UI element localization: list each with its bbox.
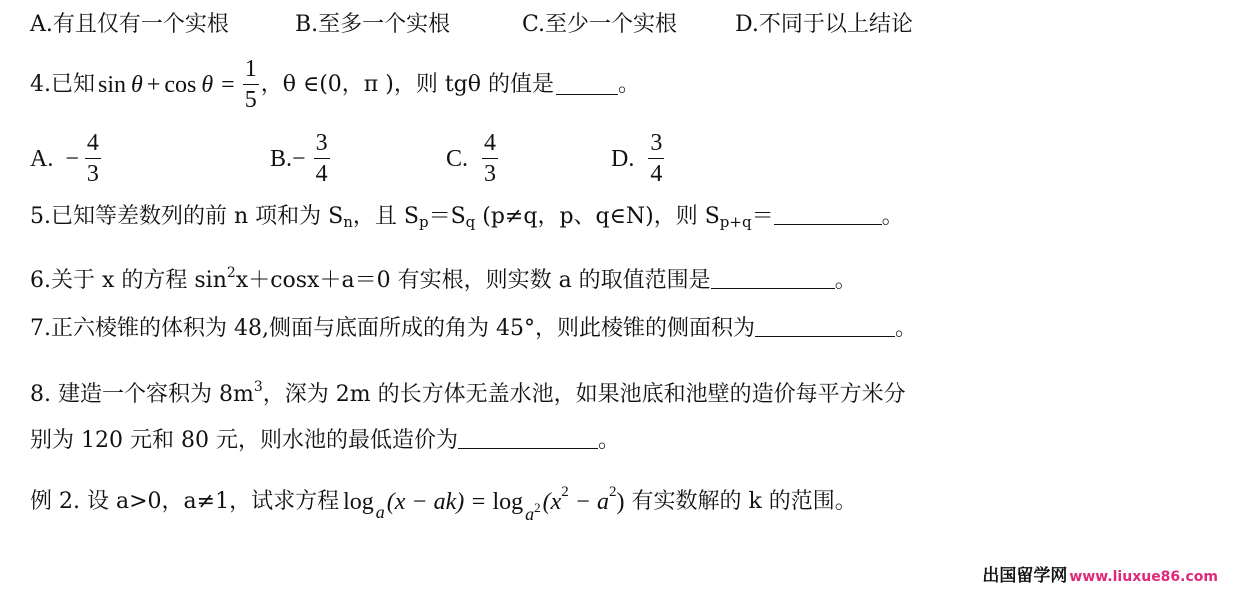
q4-prefix: 4.已知 xyxy=(30,72,95,97)
q7-text: 7.正六棱锥的体积为 48,侧面与底面所成的角为 45°，则此棱锥的侧面积为 xyxy=(30,316,755,341)
q5-sub-p: p xyxy=(418,213,429,231)
example-2 xyxy=(30,482,857,522)
q4-answer-blank xyxy=(556,76,618,95)
q4-option-a-num: 4 xyxy=(85,131,101,159)
ex2-arg-2-close: ) xyxy=(616,489,625,515)
ex2-arg-2-sup-2: 2 xyxy=(608,483,617,500)
watermark-url: www.liuxue86.com xyxy=(1069,569,1218,585)
q5-end: 。 xyxy=(881,204,904,229)
q4-option-b-num: 3 xyxy=(314,131,330,159)
ex2-log-2: log xyxy=(492,489,524,515)
question-4-options xyxy=(30,126,730,192)
watermark xyxy=(982,561,1218,586)
q8-text-a: 8. 建造一个容积为 8m xyxy=(30,382,254,407)
ex2-log-1: log xyxy=(343,489,374,515)
q4-theta-2: θ xyxy=(201,72,214,98)
q4-end: 。 xyxy=(618,72,641,97)
ex2-arg-2-mid: − a xyxy=(568,489,609,515)
q5-sub-q: q xyxy=(465,213,476,231)
watermark-cn: 出国留学网 xyxy=(982,566,1068,586)
q8-line-2-text: 别为 120 元和 80 元，则水池的最低造价为 xyxy=(30,428,458,453)
q4-option-a-den: 3 xyxy=(86,161,99,187)
q4-option-c xyxy=(446,126,498,192)
option-b: B.至多一个实根 xyxy=(295,12,451,37)
q4-plus: + xyxy=(146,72,161,98)
q6-text-b: x＋cosx＋a＝0 有实根，则实数 a 的取值范围是 xyxy=(235,268,711,293)
q6-answer-blank xyxy=(711,270,835,289)
ex2-arg-1: (x − ak) = xyxy=(386,489,493,515)
question-6 xyxy=(30,266,857,292)
question-4 xyxy=(30,50,640,120)
question-8-line-2 xyxy=(30,430,620,452)
question-8 xyxy=(30,380,906,406)
ex2-text-a: 例 2. 设 a>0，a≠1，试求方程 xyxy=(30,489,340,514)
q4-frac-num: 1 xyxy=(243,57,259,85)
q4-option-a-fraction xyxy=(85,131,101,187)
q4-option-c-den: 3 xyxy=(484,161,497,187)
q8-end: 。 xyxy=(597,428,620,453)
q4-option-b-sign: − xyxy=(292,146,306,172)
q4-option-c-fraction xyxy=(482,131,498,187)
option-d: D.不同于以上结论 xyxy=(735,12,913,37)
q7-answer-blank xyxy=(755,318,895,337)
q4-suffix: ，θ ∈(0，π )，则 tgθ 的值是 xyxy=(260,72,554,97)
q5-text-a: 5.已知等差数列的前 n 项和为 S xyxy=(30,204,344,229)
q4-cos: cos xyxy=(164,72,197,98)
q4-option-b xyxy=(270,126,330,192)
q4-option-d xyxy=(611,126,664,192)
ex2-arg-2-sup-1: 2 xyxy=(561,483,569,500)
ex2-text-b: 有实数解的 k 的范围。 xyxy=(624,489,857,514)
q4-option-b-fraction xyxy=(314,131,330,187)
q6-text-a: 6.关于 x 的方程 sin xyxy=(30,268,227,293)
q5-text-b: ，且 S xyxy=(352,204,419,229)
question-7 xyxy=(30,318,917,340)
question-5 xyxy=(30,206,904,230)
q4-theta-1: θ xyxy=(131,72,143,98)
q4-sin: sin xyxy=(98,72,127,98)
q4-option-b-label: B. xyxy=(270,146,293,172)
q8-answer-blank xyxy=(458,430,598,449)
q4-option-a-label: A. xyxy=(30,146,54,172)
q5-sub-n: n xyxy=(343,213,353,231)
ex2-arg-2-open: (x xyxy=(542,489,562,515)
q4-option-c-label: C. xyxy=(446,146,469,172)
q4-option-d-label: D. xyxy=(611,146,635,172)
q4-option-a-sign: − xyxy=(65,146,79,172)
q8-text-b: ，深为 2m 的长方体无盖水池，如果池底和池壁的造价每平方米分 xyxy=(262,382,906,407)
option-c: C.至少一个实根 xyxy=(522,12,678,37)
ex2-sub-1: a xyxy=(375,502,385,522)
q4-option-d-num: 3 xyxy=(648,131,664,159)
q8-sup: 3 xyxy=(253,379,263,395)
q5-sub-pq: p+q xyxy=(719,213,752,231)
q6-sup: 2 xyxy=(226,265,236,281)
q4-fraction xyxy=(243,57,259,113)
q4-equals: = xyxy=(221,72,235,98)
q5-text-c: ＝S xyxy=(428,204,466,229)
q5-text-d: (p≠q，p、q∈N)，则 S xyxy=(475,204,720,229)
ex2-sub-2-wrap xyxy=(525,500,541,525)
q6-end: 。 xyxy=(834,268,857,293)
q4-option-d-den: 4 xyxy=(650,161,663,187)
q4-option-b-den: 4 xyxy=(315,161,328,187)
option-a: A.有且仅有一个实根 xyxy=(30,12,229,37)
q4-option-a xyxy=(30,126,101,192)
q4-frac-den: 5 xyxy=(244,87,257,113)
q4-option-c-num: 4 xyxy=(482,131,498,159)
q5-answer-blank xyxy=(774,206,882,225)
ex2-sub-2-sup: 2 xyxy=(534,500,541,515)
q4-option-d-fraction xyxy=(648,131,664,187)
q5-text-e: ＝ xyxy=(751,204,774,229)
q7-end: 。 xyxy=(894,316,917,341)
ex2-sub-2: a xyxy=(525,504,535,524)
